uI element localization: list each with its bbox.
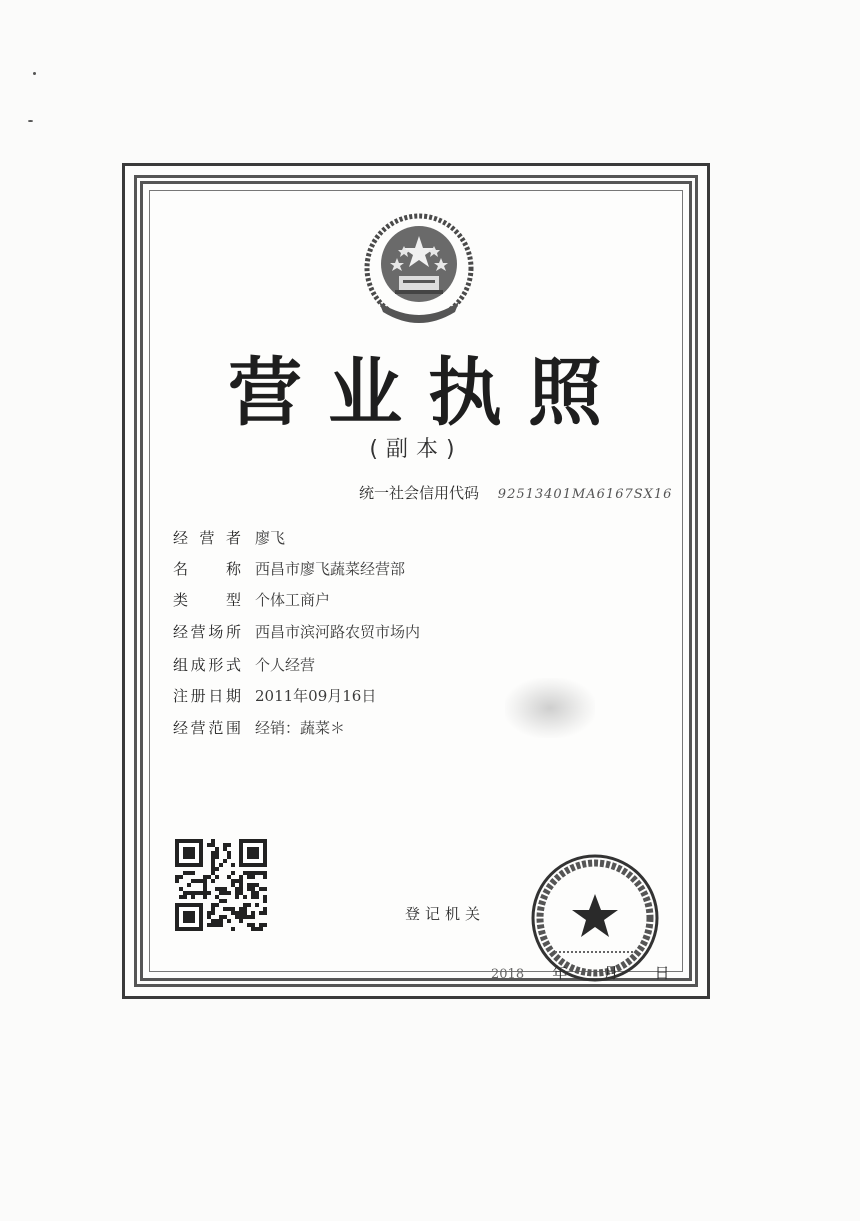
issue-date (491, 962, 670, 983)
field-value: 西昌市廖飞蔬菜经营部 (255, 560, 406, 578)
credit-code-label: 统一社会信用代码 (359, 484, 480, 502)
field-value: 2011年09月16日 (255, 687, 377, 705)
field-label: 经营场所 (173, 623, 241, 641)
credit-code (359, 482, 672, 503)
field-value: 个体工商户 (255, 591, 331, 609)
day-unit: 日 (654, 964, 670, 982)
field-value: 西昌市滨河路农贸市场内 (255, 623, 421, 641)
month-unit: 月 (603, 964, 619, 982)
field-value: 廖飞 (255, 529, 286, 547)
business-license (122, 163, 710, 999)
license-subtitle: (副本) (369, 437, 463, 462)
field-value: 个人经营 (255, 656, 316, 674)
field-label: 类型 (173, 591, 241, 609)
qr-code-icon (175, 838, 267, 932)
field-label: 注册日期 (173, 687, 241, 705)
national-emblem-icon (359, 210, 479, 334)
field-label: 经营范围 (173, 719, 241, 737)
field-label: 组成形式 (173, 656, 241, 674)
field-value: 经销：蔬菜＊ (255, 719, 346, 737)
registration-authority: 登记机关 (405, 905, 486, 923)
scan-speck (28, 120, 33, 122)
scan-smudge (505, 678, 595, 738)
field-label: 名称 (173, 560, 241, 578)
credit-code-value: 92513401MA6167SX16 (497, 487, 673, 502)
issue-year: 2018 (491, 967, 525, 982)
license-title: 营业执照 (228, 350, 628, 436)
year-unit: 年 (552, 964, 568, 982)
field-label: 经营者 (173, 529, 241, 547)
scan-speck (33, 72, 36, 75)
